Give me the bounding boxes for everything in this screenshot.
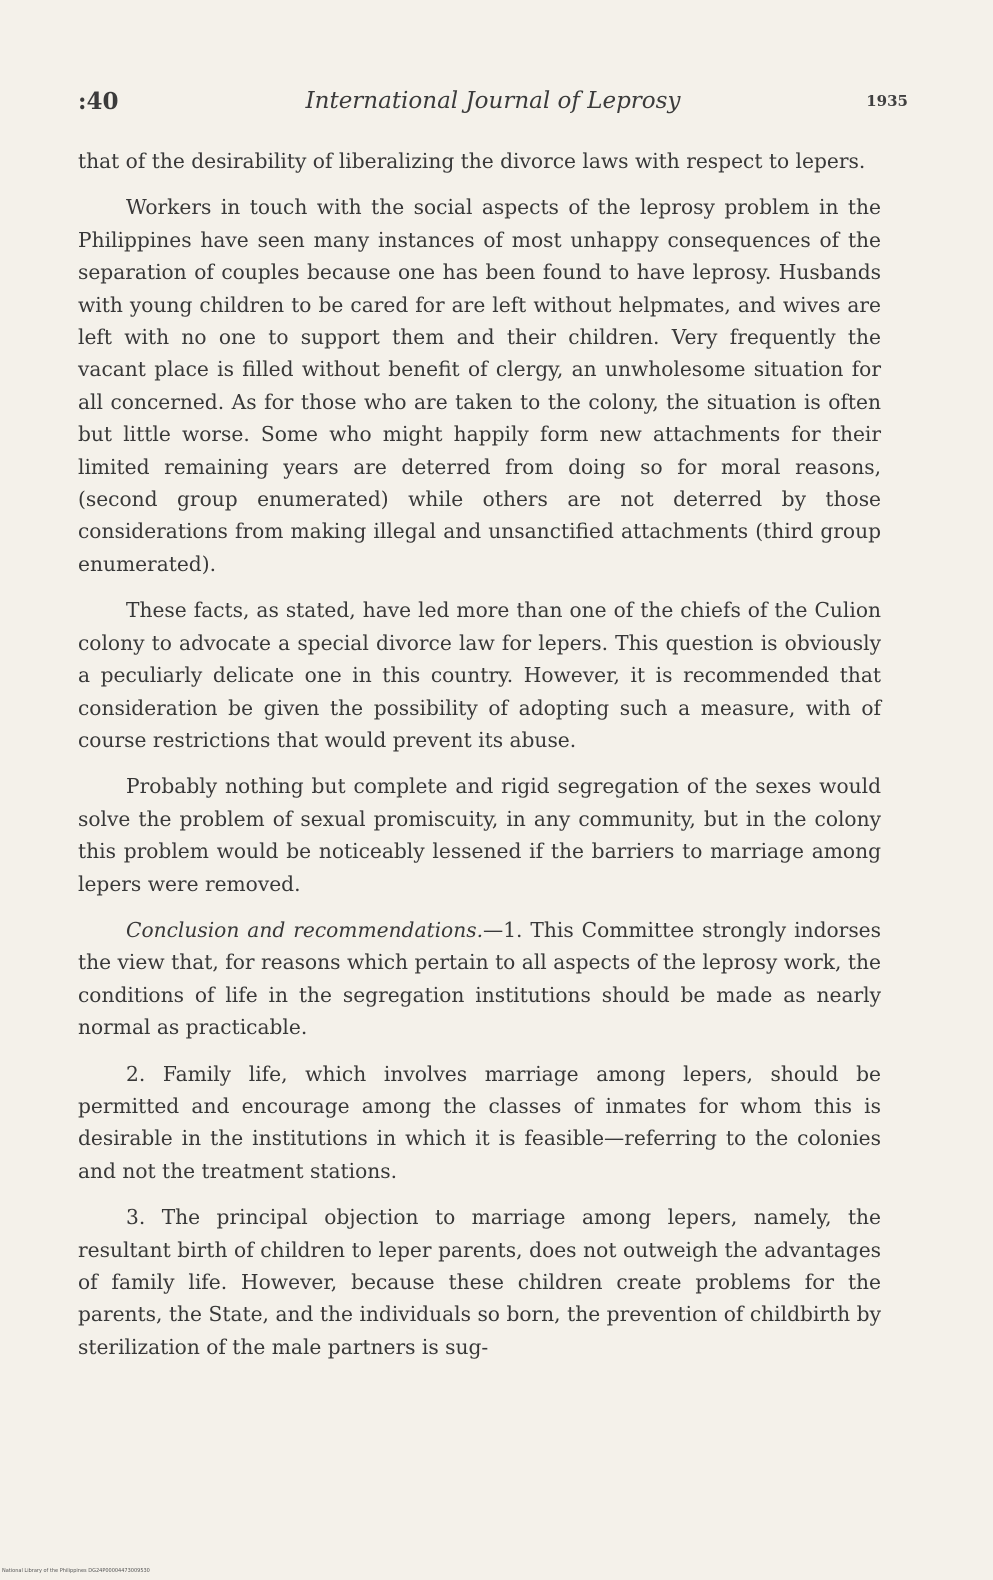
paragraph-segregation: Probably nothing but complete and rigid segregation of the sexes would solve the problem of sexual promiscuity, in any community, but in the colony this problem would be noticeably lessened if the barriers to marriage among lepers were removed. [78, 774, 881, 896]
page-header [78, 88, 908, 124]
page-number: :40 [78, 88, 119, 115]
conclusion-heading: Conclusion and recommendations. [126, 917, 483, 942]
paragraph-divorce-law: These facts, as stated, have led more than one of the chiefs of the Culion colony to advocate a special divorce law for lepers. This question is obviously a peculiarly delicate one in this country. However, it is recommended that consideration be given the possibility of adopting such a measure, with of course restrictions that would prevent its abuse. [78, 598, 881, 752]
scan-footer-note: National Library of the Philippines DG24P00004473009530 [2, 1568, 150, 1574]
recommendation-3: 3. The principal objection to marriage among lepers, namely, the resultant birth of children to leper parents, does not outweigh the advantages of family life. However, because these children create problems for the parents, the State, and the individuals so born, the prevention of childbirth by sterilization of the male partners is sug- [78, 1205, 881, 1359]
publication-year: 1935 [866, 92, 908, 110]
running-title: International Journal of Leprosy [305, 88, 681, 114]
conclusion-text: —1. This Committee strongly indorses the view that, for reasons which pertain to all aspects of the leprosy work, the conditions of life in the segregation institutions should be made as nearly normal as practicable. [78, 917, 881, 1040]
paragraph-conclusion [78, 914, 881, 1044]
paragraph-continuation: that of the desirability of liberalizing the divorce laws with respect to lepers. [78, 149, 866, 173]
body-text [78, 145, 881, 1377]
recommendation-2: 2. Family life, which involves marriage among lepers, should be permitted and encourage among the classes of inmates for whom this is desirable in the institutions in which it is feasible—referring to the colonies and not the treatment stations. [78, 1061, 881, 1183]
paragraph-social-aspects: Workers in touch with the social aspects of the leprosy problem in the Philippines have seen many instances of most unhappy consequences of the separation of couples because one has been found to have leprosy. Husbands with young children to be cared for are left without helpmates, and wives are left with no one to support them and their children. Very frequently the vacant place is filled without benefit of clergy, an unwholesome situation for all concerned. As for those who are taken to the colony, the situation is often but little worse. Some who might happily form new attachments for their limited remaining years are deterred from doing so for moral reasons, (second group enumerated) while others are not deterred by those considerations from making illegal and unsanctified attachments (third group enumerated). [78, 195, 881, 576]
